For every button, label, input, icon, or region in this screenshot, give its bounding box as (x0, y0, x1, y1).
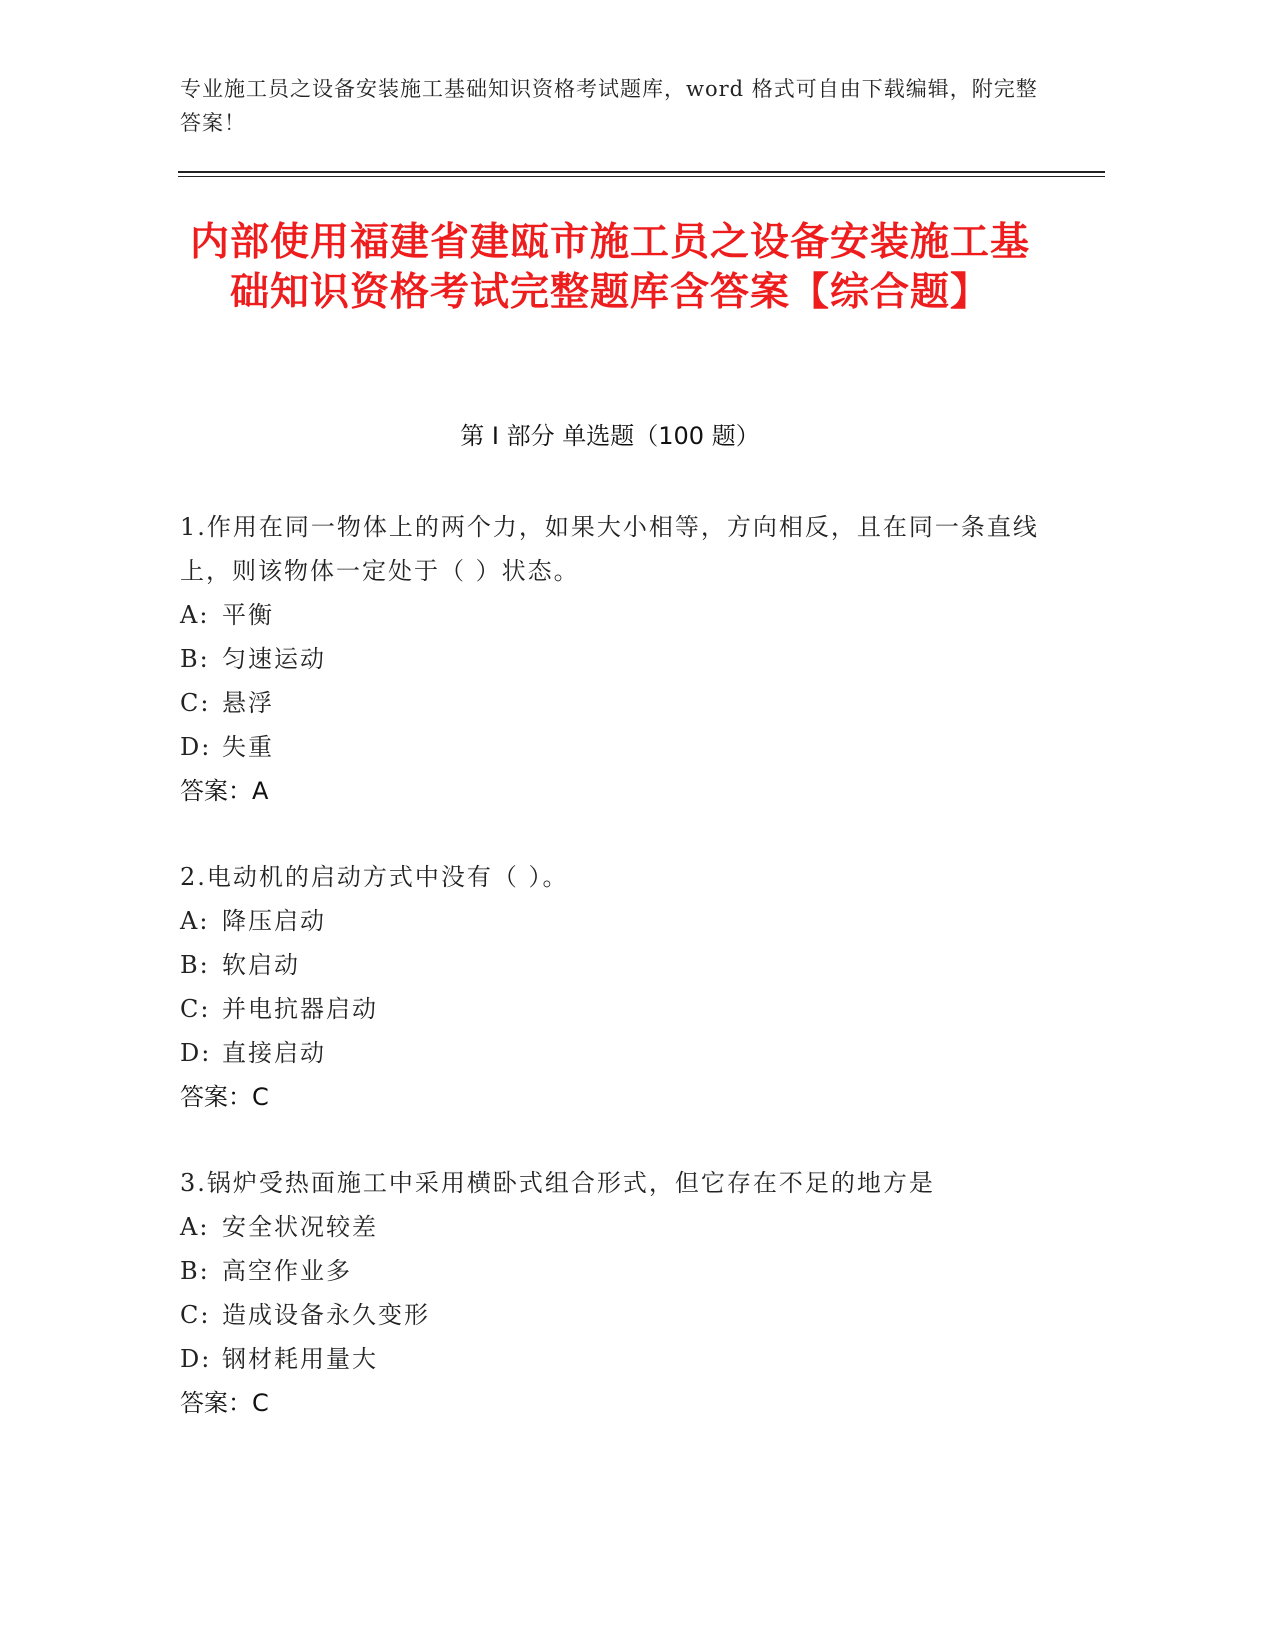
option-text: 造成设备永久变形 (222, 1301, 430, 1329)
question-stem: 2.电动机的启动方式中没有（ ）。 (180, 863, 569, 891)
option-letter: C: (180, 995, 211, 1023)
option-letter: C: (180, 1301, 211, 1329)
option-letter: A: (180, 601, 210, 629)
option-a (180, 899, 1040, 943)
option-text: 失重 (222, 733, 274, 761)
option-letter: D: (180, 733, 212, 761)
question-1 (180, 505, 1040, 813)
option-text: 钢材耗用量大 (222, 1345, 378, 1373)
header-note: 专业施工员之设备安装施工基础知识资格考试题库，word 格式可自由下载编辑，附完整答案！ (180, 77, 1038, 135)
header-divider (178, 171, 1105, 173)
question-stem: 1.作用在同一物体上的两个力，如果大小相等，方向相反，且在同一条直线上，则该物体一定处于（ ）状态。 (180, 513, 1039, 585)
question-list (180, 505, 1040, 1467)
option-letter: A: (180, 1213, 210, 1241)
option-letter: A: (180, 907, 210, 935)
option-d (180, 1031, 1040, 1075)
option-c (180, 681, 1040, 725)
option-b (180, 637, 1040, 681)
question-2 (180, 855, 1040, 1119)
option-text: 高空作业多 (222, 1257, 352, 1285)
option-text: 软启动 (222, 951, 300, 979)
option-c (180, 1293, 1040, 1337)
option-a (180, 593, 1040, 637)
option-letter: D: (180, 1039, 212, 1067)
question-3 (180, 1161, 1040, 1425)
answer-line: 答案：C (180, 1389, 269, 1417)
section-title: 第 I 部分 单选题（100 题） (460, 422, 760, 450)
option-letter: C: (180, 689, 211, 717)
option-letter: B: (180, 645, 210, 673)
option-b (180, 1249, 1040, 1293)
document-title: 内部使用福建省建瓯市施工员之设备安装施工基础知识资格考试完整题库含答案【综合题】 (189, 220, 1030, 315)
option-b (180, 943, 1040, 987)
option-text: 降压启动 (222, 907, 326, 935)
option-letter: D: (180, 1345, 212, 1373)
header-divider-thin (178, 176, 1105, 177)
option-a (180, 1205, 1040, 1249)
option-text: 平衡 (222, 601, 274, 629)
answer-line: 答案：C (180, 1083, 269, 1111)
answer-line: 答案：A (180, 777, 269, 805)
option-text: 安全状况较差 (222, 1213, 378, 1241)
option-text: 悬浮 (222, 689, 274, 717)
question-stem: 3.锅炉受热面施工中采用横卧式组合形式，但它存在不足的地方是 (180, 1169, 935, 1197)
option-text: 并电抗器启动 (222, 995, 378, 1023)
option-text: 匀速运动 (222, 645, 326, 673)
option-c (180, 987, 1040, 1031)
option-d (180, 1337, 1040, 1381)
option-text: 直接启动 (222, 1039, 326, 1067)
option-d (180, 725, 1040, 769)
option-letter: B: (180, 1257, 210, 1285)
option-letter: B: (180, 951, 210, 979)
